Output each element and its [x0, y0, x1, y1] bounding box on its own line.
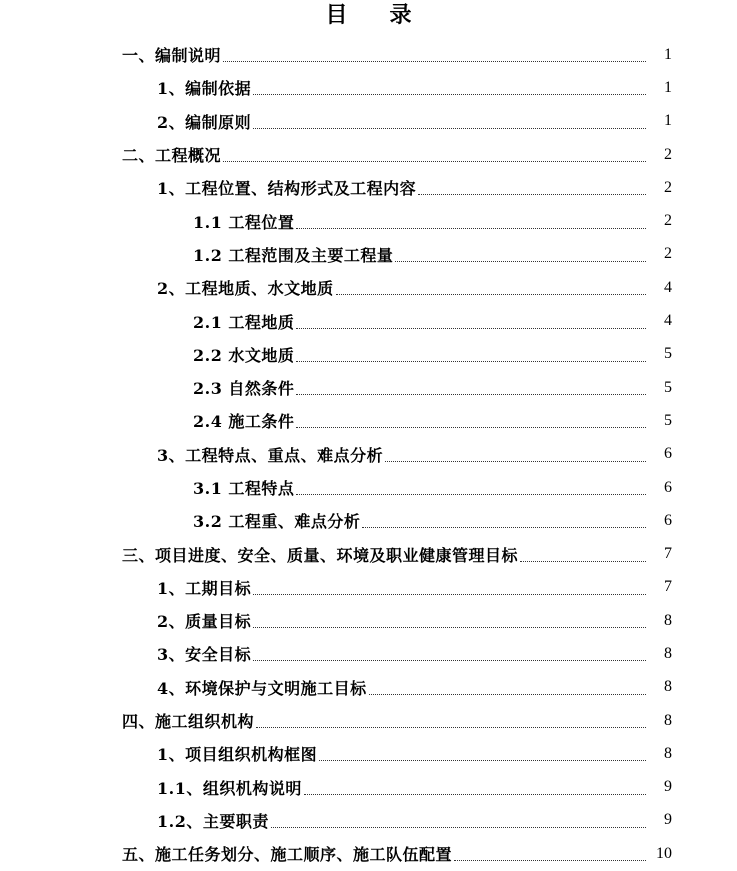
toc-entry-label: 1、工程位置、结构形式及工程内容 [157, 179, 417, 199]
toc-entry-label: 一、编制说明 [122, 46, 222, 66]
toc-entry-page-number: 6 [664, 478, 672, 496]
toc-dot-leader [223, 61, 646, 62]
toc-entry-page-number: 8 [664, 611, 672, 629]
toc-title [0, 2, 737, 28]
toc-dot-leader [520, 561, 646, 562]
toc-entry[interactable] [0, 304, 737, 337]
toc-entry[interactable] [0, 737, 737, 770]
toc-entry[interactable] [0, 204, 737, 237]
toc-dot-leader [253, 660, 646, 661]
toc-entry-page-number: 8 [664, 711, 672, 729]
toc-entry[interactable] [0, 438, 737, 471]
toc-entry[interactable] [0, 704, 737, 737]
toc-entry-page-number: 7 [664, 545, 672, 563]
toc-entry-page-number: 6 [664, 511, 672, 529]
toc-entry-page-number: 1 [664, 78, 672, 96]
toc-dot-leader [253, 128, 646, 129]
toc-entry-label: 2.1 工程地质 [193, 312, 295, 332]
toc-title-char-2: 录 [389, 2, 412, 28]
toc-entry[interactable] [0, 804, 737, 837]
toc-entry[interactable] [0, 338, 737, 371]
toc-entry[interactable] [0, 571, 737, 604]
toc-entry-label: 1、工期目标 [157, 578, 252, 598]
toc-dot-leader [296, 427, 646, 428]
toc-entry[interactable] [0, 404, 737, 437]
toc-dot-leader [336, 294, 646, 295]
toc-entry-page-number: 5 [664, 345, 672, 363]
toc-entry-label: 3、工程特点、重点、难点分析 [157, 445, 384, 465]
toc-entry-page-number: 9 [664, 778, 672, 796]
toc-entry-label: 2、质量目标 [157, 612, 252, 632]
toc-entry[interactable] [0, 371, 737, 404]
toc-entry-page-number: 5 [664, 411, 672, 429]
toc-entry-page-number: 2 [664, 178, 672, 196]
toc-dot-leader [223, 161, 646, 162]
toc-entry[interactable] [0, 271, 737, 304]
toc-dot-leader [395, 261, 646, 262]
toc-entry-label: 2、编制原则 [157, 112, 252, 132]
toc-dot-leader [319, 760, 646, 761]
toc-entry-page-number: 4 [664, 312, 672, 330]
toc-entry[interactable] [0, 38, 737, 71]
toc-entry-label: 2.4 施工条件 [193, 412, 295, 432]
toc-entry-label: 1.2、主要职责 [157, 811, 269, 831]
toc-entry-label: 1、项目组织机构框图 [157, 745, 318, 765]
toc-dot-leader [385, 461, 646, 462]
toc-entry-page-number: 5 [664, 378, 672, 396]
toc-dot-leader [271, 827, 646, 828]
toc-entry-label: 三、项目进度、安全、质量、环境及职业健康管理目标 [122, 545, 519, 565]
toc-entry-page-number: 1 [664, 112, 672, 130]
toc-entry-page-number: 8 [664, 678, 672, 696]
toc-dot-leader [304, 794, 646, 795]
toc-dot-leader [296, 328, 646, 329]
toc-entry-label: 四、施工组织机构 [122, 712, 255, 732]
toc-entry-label: 1.2 工程范围及主要工程量 [193, 245, 394, 265]
toc-title-char-1: 目 [325, 2, 348, 28]
toc-dot-leader [369, 694, 646, 695]
toc-entry[interactable] [0, 537, 737, 570]
toc-entry[interactable] [0, 671, 737, 704]
toc-entry-page-number: 2 [664, 212, 672, 230]
toc-entry[interactable] [0, 238, 737, 271]
toc-dot-leader [296, 228, 646, 229]
toc-entry-label: 2.2 水文地质 [193, 345, 295, 365]
toc-dot-leader [256, 727, 646, 728]
toc-entry[interactable] [0, 171, 737, 204]
toc-entry[interactable] [0, 637, 737, 670]
toc-entry[interactable] [0, 471, 737, 504]
toc-entry-page-number: 4 [664, 278, 672, 296]
toc-entry[interactable] [0, 504, 737, 537]
toc-entry[interactable] [0, 138, 737, 171]
toc-entry-label: 1、编制依据 [157, 79, 252, 99]
toc-entry[interactable] [0, 71, 737, 104]
toc-entry-page-number: 8 [664, 744, 672, 762]
toc-entry-label: 3.2 工程重、难点分析 [193, 512, 361, 532]
toc-dot-leader [253, 627, 646, 628]
toc-dot-leader [418, 194, 646, 195]
toc-entry-label: 4、环境保护与文明施工目标 [157, 678, 367, 698]
toc-dot-leader [362, 527, 646, 528]
toc-entry[interactable] [0, 105, 737, 138]
toc-entry-label: 二、工程概况 [122, 146, 222, 166]
toc-entry-label: 1.1 工程位置 [193, 212, 295, 232]
toc-entry-label: 五、施工任务划分、施工顺序、施工队伍配置 [122, 845, 453, 865]
toc-entry-label: 3.1 工程特点 [193, 479, 295, 498]
toc-entry-label: 2.3 自然条件 [193, 379, 295, 399]
toc-dot-leader [253, 94, 646, 95]
toc-entry[interactable] [0, 604, 737, 637]
toc-entry-page-number: 9 [664, 811, 672, 829]
toc-dot-leader [454, 860, 646, 861]
toc-dot-leader [296, 361, 646, 362]
toc-list [0, 38, 737, 870]
toc-dot-leader [296, 494, 646, 495]
toc-entry-page-number: 8 [664, 644, 672, 662]
toc-entry-page-number: 6 [664, 445, 672, 463]
toc-entry-label: 3、安全目标 [157, 645, 252, 665]
toc-entry-page-number: 2 [664, 145, 672, 163]
toc-entry[interactable] [0, 837, 737, 870]
toc-entry-label: 2、工程地质、水文地质 [157, 279, 334, 299]
toc-dot-leader [253, 594, 646, 595]
toc-dot-leader [296, 394, 646, 395]
toc-entry-page-number: 10 [656, 844, 672, 862]
toc-entry-page-number: 2 [664, 245, 672, 263]
toc-entry[interactable] [0, 771, 737, 804]
toc-entry-label: 1.1、组织机构说明 [157, 778, 302, 798]
toc-entry-page-number: 7 [664, 578, 672, 596]
toc-entry-page-number: 1 [664, 45, 672, 63]
